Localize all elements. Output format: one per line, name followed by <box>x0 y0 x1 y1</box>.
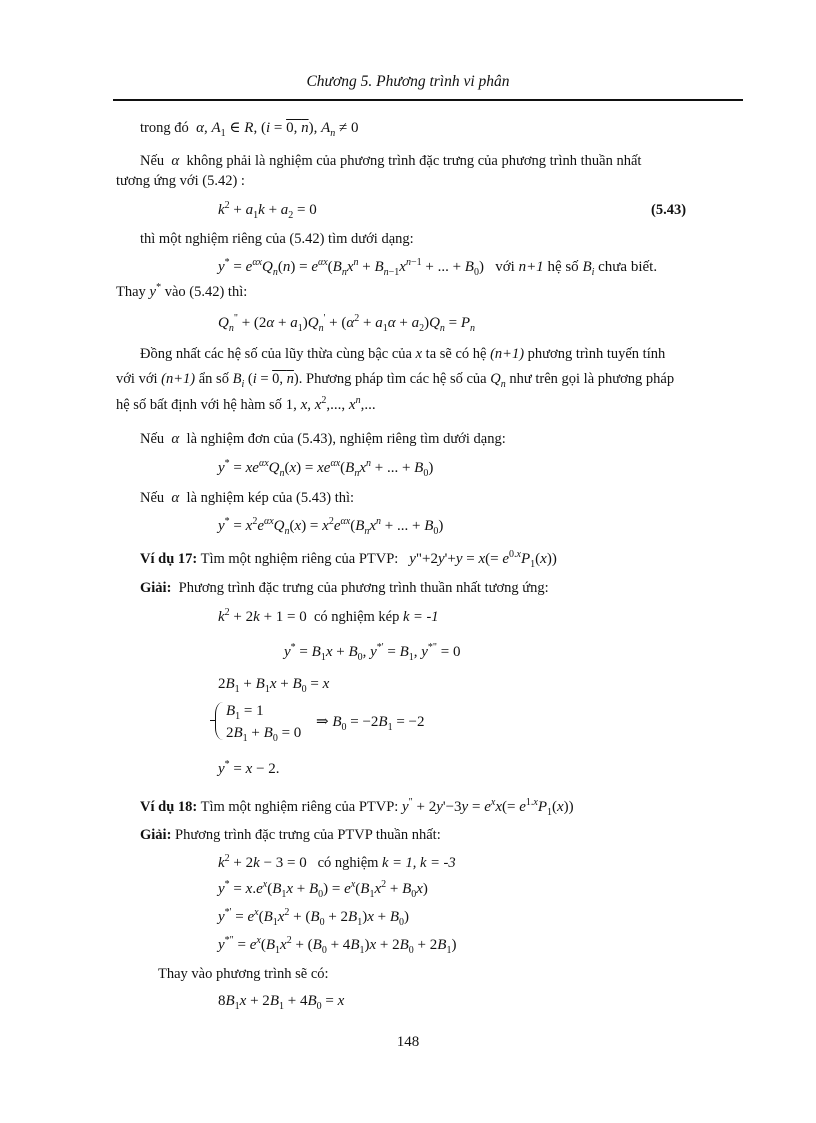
text: với <box>495 259 515 275</box>
formula-line: $8B_1x + 2B_1 + 4B_0 = x$ <box>218 993 345 1012</box>
text: là nghiệm kép của (5.43) thì: <box>186 490 355 506</box>
text-line: Nếu α là nghiệm kép của (5.43) thì: <box>140 490 355 506</box>
formula-line: $y^{*"} = e^x(B_1x^2 + (B_0 + 4B_1)x + 2B_0 + 2B_1)$ <box>218 935 457 956</box>
text: Phương trình đặc trưng của phương trình thuần nhất tương ứng: <box>178 580 549 596</box>
formula-line: y* = x − 2. <box>218 759 280 777</box>
text-line: Thay vào phương trình sẽ có: <box>158 966 329 982</box>
system-brace <box>215 702 224 740</box>
text: ẩn số <box>198 371 229 387</box>
formula-line: $y^* = xe^{\alpha x}Q_n(x) = xe^{\alpha x}(B_nx^n$ + ... + $B_0$) <box>218 458 434 479</box>
formula-line: $y^{*'} = e^x(B_1x^2 + (B_0 + 2B_1)x + B_0)$ <box>218 907 410 928</box>
solution-label: Giải: <box>140 827 172 843</box>
formula-line: $2B_1 + B_0 = 0$ <box>226 725 302 744</box>
example-label: Ví dụ 17: <box>140 551 198 567</box>
text: Tìm một nghiệm riêng của PTVP: <box>200 551 399 567</box>
text: không phải là nghiệm của phương trình đặc trưng của phương trình thuần nhất <box>186 153 642 169</box>
equation-5-43: $k^2 + a_1k + a_2 = 0$ <box>218 200 317 221</box>
text: Đồng nhất các hệ số của lũy thừa cùng bậc của <box>140 346 412 362</box>
formula-line: $2B_1 + B_1x + B_0 = x$ <box>218 676 330 695</box>
text: có nghiệm <box>317 855 379 871</box>
formula-line: ⇒ $B_0 = -2B_1 = -2$ <box>316 714 425 733</box>
text: k = -1 <box>402 609 439 625</box>
text: với với <box>116 371 158 387</box>
chapter-header: Chương 5. Phương trình vi phân <box>306 73 510 90</box>
formula-line: $y^* = x^2e^{\alpha x}Q_n(x) = x^2e^{\alpha x}(B_nx^n$ + ... + $B_0$) <box>218 516 444 537</box>
formula-line: $B_1 = 1$ <box>226 703 264 722</box>
text-line: Nếu α không phải là nghiệm của phương trình đặc trưng của phương trình thuần nhất <box>140 153 642 169</box>
text: như trên gọi là phương pháp <box>509 371 675 387</box>
text: k = 1, k = -3 <box>382 855 456 871</box>
text-line: hệ số bất định với hệ hàm số 1, x, $x^2$,..., $x^n$,... <box>116 395 376 413</box>
solution-18 <box>140 826 441 844</box>
text: n+1 <box>518 259 544 275</box>
text: Nếu <box>140 431 165 447</box>
text-line: Thay y* vào (5.42) thì: <box>116 282 248 300</box>
system-brace-tip <box>210 720 216 723</box>
text: phương trình tuyến tính <box>527 346 666 362</box>
text: Phương trình đặc trưng của PTVP thuần nhất: <box>175 827 441 843</box>
formula-line: $k^2 + 2k + 1 = 0$ có nghiệm kép k = -1 <box>218 607 439 625</box>
formula: α, $A_1$ ∈ R, (i = 0, n), $A_n \ne 0$ <box>196 120 359 139</box>
text-line: với với (n+1) ẩn số $B_i$ (i = 0, n). Phương pháp tìm các hệ số của $Q_n$ như trên gọi là phương pháp <box>116 371 675 390</box>
text-line: Nếu α là nghiệm đơn của (5.43), nghiệm riêng tìm dưới dạng: <box>140 431 506 447</box>
text: chưa biết. <box>598 259 658 275</box>
text: vào (5.42) thì: <box>164 284 248 300</box>
solution-label: Giải: <box>140 580 172 596</box>
text-line: Đồng nhất các hệ số của lũy thừa cùng bậc của x ta sẽ có hệ (n+1) phương trình tuyến tính <box>140 346 666 362</box>
header-rule <box>113 99 743 101</box>
text-line: tương ứng với (5.42) : <box>116 173 245 189</box>
text: Nếu <box>140 490 165 506</box>
solution-17 <box>140 579 549 597</box>
text-line: thì một nghiệm riêng của (5.42) tìm dưới dạng: <box>140 231 414 247</box>
text: . Phương pháp tìm các hệ số của <box>298 371 487 387</box>
text: có nghiệm kép <box>313 609 400 625</box>
text: Thay <box>116 284 146 300</box>
text: ta sẽ có hệ <box>425 346 487 362</box>
text: là nghiệm đơn của (5.43), nghiệm riêng tìm dưới dạng: <box>186 431 506 447</box>
formula-line: $y^* = e^{\alpha x}Q_n(n) = e^{\alpha x}(B_nx^n + B_{n-1}x^{n-1}$ + ... + $B_0$) với n+1 hệ số $B_i$ chưa biết. <box>218 257 658 278</box>
formula-line: $Q_n^" + (2\alpha + a_1)Q_n' + (\alpha^2 + a_1\alpha + a_2)Q_n = P_n$ <box>218 313 476 334</box>
example-label: Ví dụ 18: <box>140 799 198 815</box>
example-18-heading: Ví dụ 18: Tìm một nghiệm riêng của PTVP: $y^" + 2y'-3y = e^xx(= e^{1.x}P_1(x))$ <box>140 797 574 818</box>
formula-line: $y^* = B_1x + B_0$, $y^{*'} = B_1$, y*" = 0 <box>284 642 461 663</box>
text: hệ số bất định với hệ hàm số <box>116 397 282 413</box>
formula-line: $y^* = x.e^x(B_1x + B_0) = e^x(B_1x^2 + B_0x)$ <box>218 879 428 900</box>
text: hệ số <box>547 259 579 275</box>
formula-line: $k^2 + 2k - 3 = 0$ có nghiệm k = 1, k = -3 <box>218 853 456 871</box>
text: trong đó <box>140 120 189 136</box>
text: Tìm một nghiệm riêng của PTVP: <box>200 799 399 815</box>
text: (n+1) <box>490 346 525 362</box>
equation-label: (5.43) <box>651 202 687 218</box>
example-17-heading: Ví dụ 17: Tìm một nghiệm riêng của PTVP: y"+2y'+y = $x(= e^{0.x}P_1(x))$ <box>140 549 557 570</box>
text: (n+1) <box>161 371 196 387</box>
page-number: 148 <box>396 1034 420 1050</box>
text: Nếu <box>140 153 165 169</box>
text-line <box>140 119 358 137</box>
